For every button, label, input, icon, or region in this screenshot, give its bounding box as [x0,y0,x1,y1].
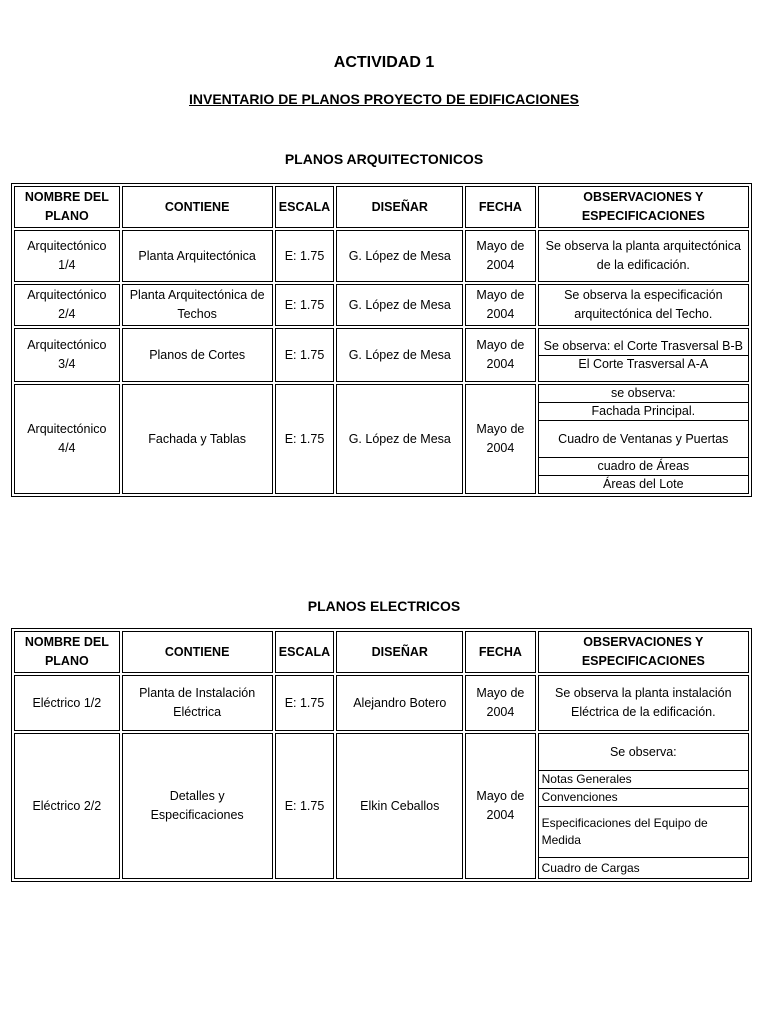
section-title-arquitectonicos: PLANOS ARQUITECTONICOS [284,151,484,167]
cell-observaciones [538,733,749,879]
obs-line: Notas Generales [539,771,748,789]
cell-fecha: Mayo de 2004 [465,675,535,731]
cell-escala: E: 1.75 [275,675,335,731]
col-header-observaciones: OBSERVACIONES Y ESPECIFICACIONES [538,186,749,228]
obs-line: El Corte Trasversal A-A [578,357,709,371]
table-row [14,284,749,326]
col-header-escala: ESCALA [275,631,335,673]
obs-line: Cuadro de Ventanas y Puertas [539,421,748,458]
cell-observaciones [538,328,749,382]
table-arquitectonicos [11,183,752,497]
cell-observaciones: Se observa la especificación arquitectónica del Techo. [538,284,749,326]
cell-disenar: G. López de Mesa [336,284,463,326]
table-header-row [14,631,749,673]
cell-escala: E: 1.75 [275,284,335,326]
obs-line: Especificaciones del Equipo de Medida [539,807,748,858]
cell-disenar: Alejandro Botero [336,675,463,731]
obs-line: Cuadro de Cargas [541,861,640,875]
obs-line: Áreas del Lote [603,477,684,491]
obs-line: Fachada Principal. [539,403,748,421]
cell-contiene: Planos de Cortes [122,328,273,382]
obs-line: Convenciones [539,789,748,807]
cell-observaciones [538,384,749,494]
cell-contiene: Fachada y Tablas [122,384,273,494]
cell-fecha: Mayo de 2004 [465,284,535,326]
col-header-nombre: NOMBRE DEL PLANO [14,186,120,228]
col-header-fecha: FECHA [465,631,535,673]
page-title: ACTIVIDAD 1 [333,54,435,71]
obs-line: se observa: [539,385,748,403]
cell-nombre: Arquitectónico 1/4 [14,230,120,282]
cell-observaciones: Se observa la planta instalación Eléctrica de la edificación. [538,675,749,731]
cell-escala: E: 1.75 [275,384,335,494]
cell-disenar: G. López de Mesa [336,384,463,494]
cell-nombre: Arquitectónico 2/4 [14,284,120,326]
cell-nombre: Eléctrico 1/2 [14,675,120,731]
cell-contiene: Planta Arquitectónica de Techos [122,284,273,326]
cell-escala: E: 1.75 [275,230,335,282]
table-row [14,328,749,382]
cell-escala: E: 1.75 [275,733,335,879]
obs-line: cuadro de Áreas [539,458,748,476]
col-header-observaciones: OBSERVACIONES Y ESPECIFICACIONES [538,631,749,673]
col-header-fecha: FECHA [465,186,535,228]
col-header-disenar: DISEÑAR [336,631,463,673]
cell-disenar: G. López de Mesa [336,328,463,382]
cell-contiene: Planta de Instalación Eléctrica [122,675,273,731]
cell-fecha: Mayo de 2004 [465,733,535,879]
obs-line: Se observa: el Corte Trasversal B-B [539,337,748,356]
col-header-escala: ESCALA [275,186,335,228]
section-title-electricos: PLANOS ELECTRICOS [307,598,461,614]
table-row [14,733,749,879]
document-subtitle: INVENTARIO DE PLANOS PROYECTO DE EDIFICACIONES [189,91,579,107]
cell-contiene: Detalles y Especificaciones [122,733,273,879]
cell-escala: E: 1.75 [275,328,335,382]
cell-fecha: Mayo de 2004 [465,328,535,382]
table-row [14,384,749,494]
table-row [14,230,749,282]
cell-fecha: Mayo de 2004 [465,384,535,494]
cell-nombre: Arquitectónico 3/4 [14,328,120,382]
cell-nombre: Arquitectónico 4/4 [14,384,120,494]
cell-disenar: G. López de Mesa [336,230,463,282]
cell-fecha: Mayo de 2004 [465,230,535,282]
table-header-row [14,186,749,228]
cell-disenar: Elkin Ceballos [336,733,463,879]
col-header-contiene: CONTIENE [122,631,273,673]
cell-contiene: Planta Arquitectónica [122,230,273,282]
table-electricos [11,628,752,882]
cell-nombre: Eléctrico 2/2 [14,733,120,879]
table-row [14,675,749,731]
col-header-contiene: CONTIENE [122,186,273,228]
col-header-disenar: DISEÑAR [336,186,463,228]
cell-observaciones: Se observa la planta arquitectónica de la edificación. [538,230,749,282]
obs-line: Se observa: [539,734,748,771]
col-header-nombre: NOMBRE DEL PLANO [14,631,120,673]
